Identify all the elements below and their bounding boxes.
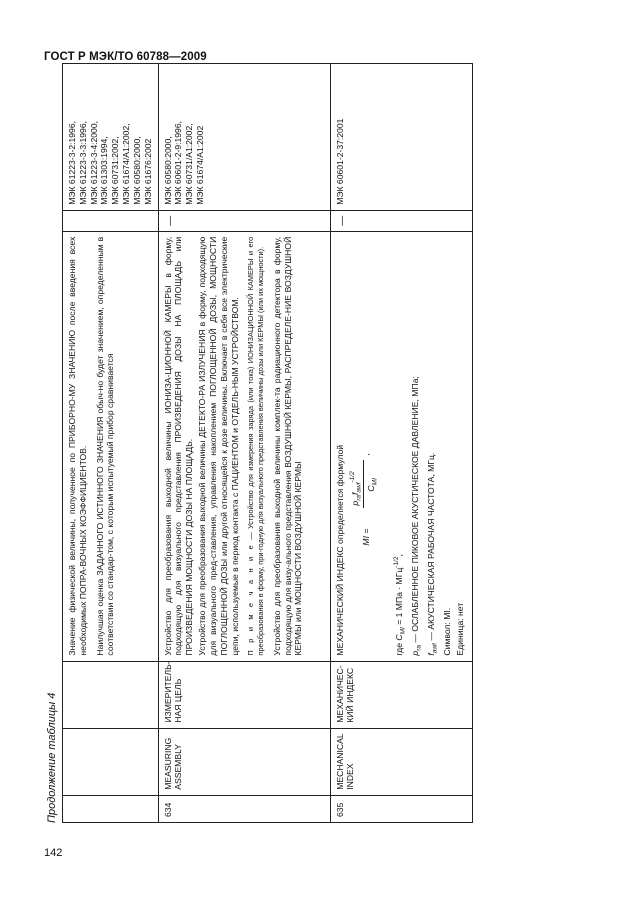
references-cell: [63, 64, 159, 211]
note-label: П р и м е ч а н и е: [246, 543, 256, 656]
reference: МЭК 60601-2-9:1996,: [173, 120, 184, 205]
definition-paragraph: Значение физической величины, полученное по ПРИБОРНО-МУ ЗНАЧЕНИЮ после введения всех необходимых ПОПРА-ВОЧНЫХ КОЭФФИЦИЕНТОВ.: [67, 236, 88, 656]
dash-cell: —: [330, 210, 472, 231]
where-line: Символ: MI.: [442, 607, 453, 656]
reference: МЭК 61676:2002: [142, 138, 153, 205]
page-number: 142: [44, 847, 63, 859]
reference: МЭК 61223-3-3:1996,: [77, 120, 88, 205]
dash-cell: —: [158, 210, 330, 231]
table-row: [158, 64, 330, 823]
formula-lhs: MI =: [361, 528, 372, 546]
note-text: — Устройство для измерения заряда (или тока) ИОНИЗАЦИОННОЙ КАМЕРЫ и его преобразования в форму, при-годную для визуального представления величины дозы или КЕРМЫ (или их мощности).: [246, 236, 266, 656]
reference: МЭК 60580:2000,: [162, 136, 173, 205]
where-line: $f_{awf}$ — АКУСТИЧЕСКАЯ РАБОЧАЯ ЧАСТОТА, МГц.: [426, 452, 439, 656]
where-line: где $C_{MI} = 1$ МПа · МГц$^{-1/2}$,: [393, 554, 408, 656]
mi-formula: [347, 237, 389, 656]
formula-comma: ,: [361, 453, 372, 456]
reference: МЭК 61223-3-4:2000,: [88, 120, 99, 205]
where-line: Единица: нет: [454, 602, 465, 656]
definition-paragraph: Устройство для преобразования выходной величины комплек-та радиационного детектора в форму, подходящую для визу-ального представления ВОЗДУШНОЙ КЕРМЫ, РАСПРЕДЕЛЕ-НИЕ ВОЗДУШНОЙ КЕРМЫ или МОЩНОСТИ ВОЗДУШНОЙ КЕРМЫ: [271, 236, 304, 656]
term-number: [63, 795, 159, 822]
references-cell: [330, 64, 472, 211]
definition-paragraph: Наилучшая оценка ЗАДАННОГО ИСТИННОГО ЗНАЧЕНИЯ обыч-но будет значением, определенным в соответствии со стандар-том, с которым испытуемый прибор сравнивается: [94, 236, 116, 656]
term-definition: [330, 231, 472, 661]
reference: МЭК 61674/А1:2002: [195, 125, 206, 205]
fraction-bar: [363, 460, 364, 508]
table-row: [63, 64, 159, 823]
definition-paragraph: Устройство для преобразования выходной величины ДЕТЕКТО-РА ИЗЛУЧЕНИЯ в форму, подходящую для визуального пред-ставления, управления накоплением ПОГЛОЩЕННОЙ ДОЗЫ, МОЩНОСТИ ПОГЛОЩЕННОЙ ДОЗЫ или другой относящейся к дозе величины. Включает в себя все электрические цепи, используемые в период контакта с ПАЦИЕНТОМ и ОТДЕЛЬ-НЫМ УСТРОЙСТВОМ.: [197, 236, 240, 656]
dash-cell: [63, 210, 159, 231]
term-english: MEASURING ASSEMBLY: [158, 728, 330, 795]
table-row: [330, 64, 472, 823]
formula-numerator: $p_{ra}f_{awf}^{-1/2}$: [349, 471, 364, 506]
term-definition: [63, 231, 159, 661]
term-russian: [63, 661, 159, 728]
term-number: 634: [158, 795, 330, 822]
term-definition: [158, 231, 330, 661]
table-caption: Продолжение таблицы 4: [46, 692, 58, 823]
reference: МЭК 61674/А1:2002,: [121, 123, 132, 205]
term-russian: ИЗМЕРИТЕЛЬ-НАЯ ЦЕЛЬ: [158, 661, 330, 728]
reference: МЭК 60731:2002,: [110, 136, 121, 205]
term-english: MECHANICAL INDEX: [330, 728, 472, 795]
definition-intro: МЕХАНИЧЕСКИЙ ИНДЕКС определяется формулой: [334, 444, 345, 656]
term-english: [63, 728, 159, 795]
reference: МЭК 61223-3-2:1996,: [67, 120, 77, 205]
where-line: $p_{ra}$ — ОСЛАБЛЕННОЕ ПИКОВОЕ АКУСТИЧЕСКОЕ ДАВЛЕНИЕ, МПа;: [410, 376, 423, 656]
reference: МЭК 60580:2000,: [131, 136, 142, 205]
document-header: ГОСТ Р МЭК/ТО 60788—2009: [44, 51, 207, 63]
reference: МЭК 60731/А1:2002,: [184, 123, 195, 205]
terms-table: [62, 63, 473, 823]
reference: МЭК 61303:1994,: [99, 136, 110, 205]
references-cell: [158, 64, 330, 211]
term-number: 635: [330, 795, 472, 822]
term-russian: МЕХАНИЧЕС-КИЙ ИНДЕКС: [330, 661, 472, 728]
definition-paragraph: Устройство для преобразования выходной величины ИОНИЗА-ЦИОННОЙ КАМЕРЫ в форму, подходящую для визуального представления ПРОИЗВЕДЕНИЯ ДОЗЫ НА ПЛОЩАДЬ или ПРОИЗВЕДЕНИЯ МОЩНОСТИ ДОЗЫ НА ПЛОЩАДЬ.: [162, 236, 195, 656]
reference: МЭК 60601-2-37:2001: [334, 118, 345, 205]
rotated-table-block: [44, 63, 464, 823]
formula-denominator: $C_{MI}$: [366, 478, 380, 492]
definition-note: [246, 237, 265, 656]
